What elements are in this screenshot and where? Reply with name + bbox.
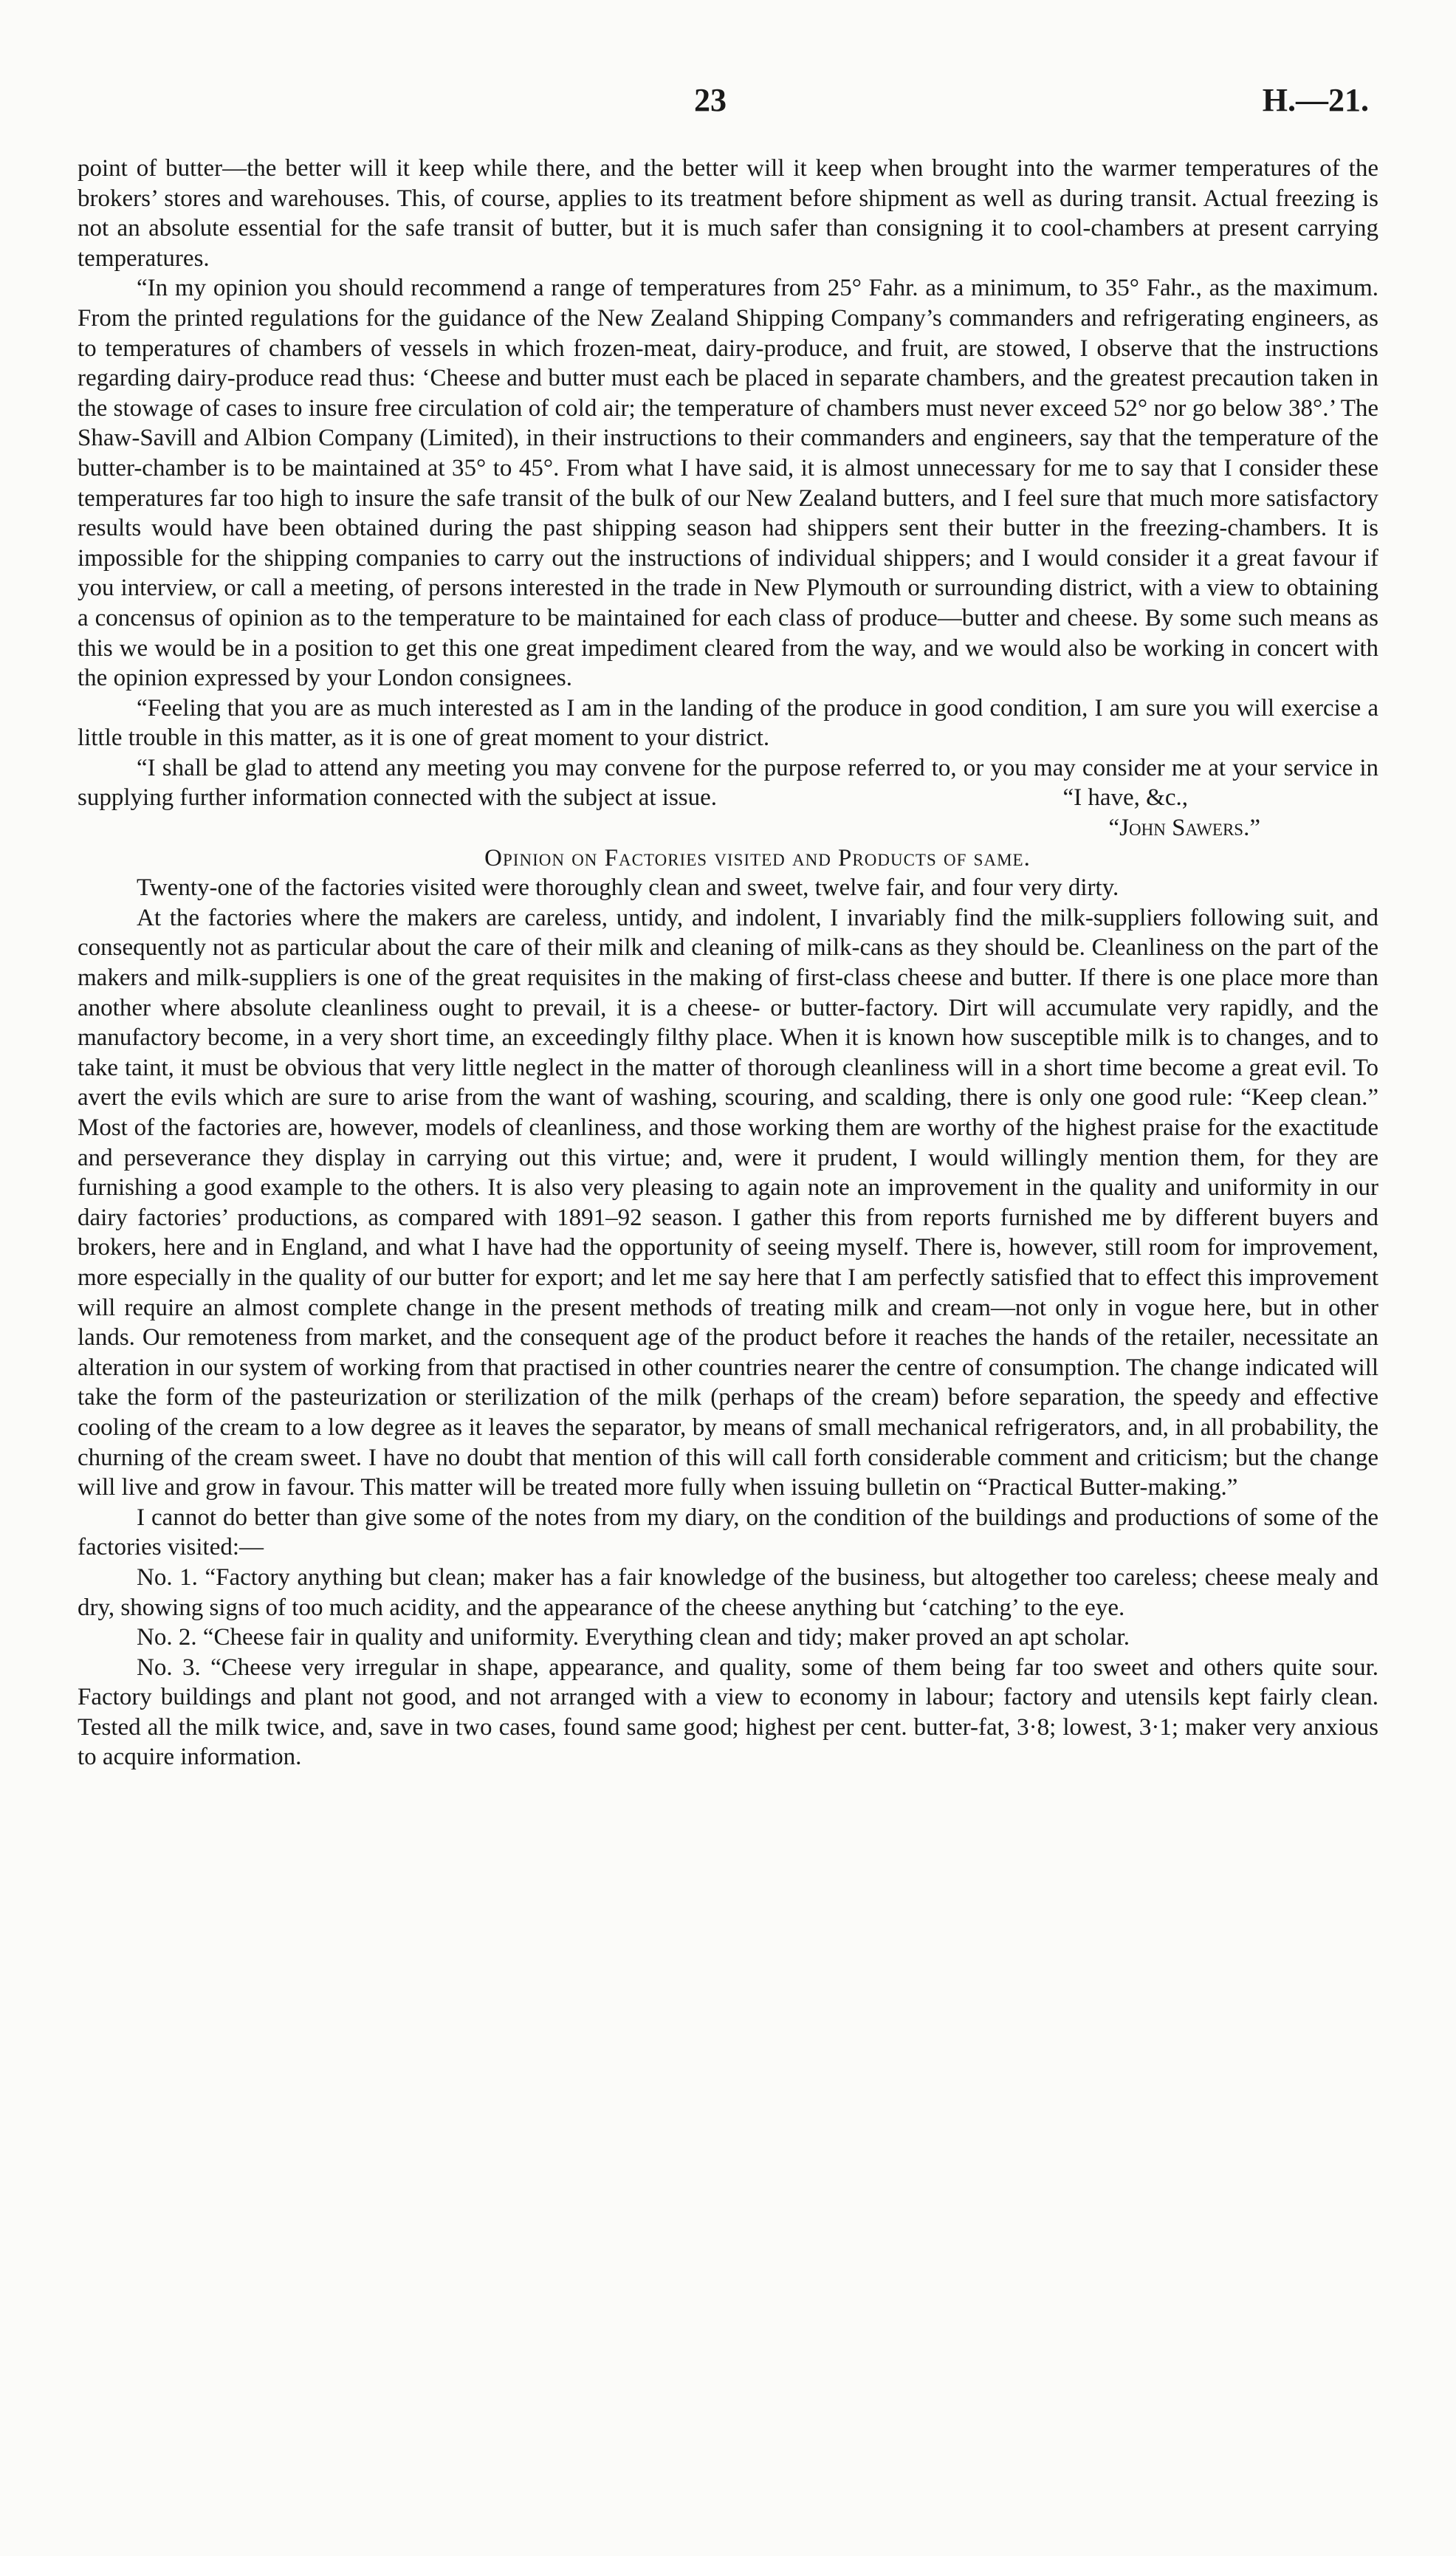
letter-sign-off: “I have, &c., <box>1062 784 1188 812</box>
letter-paragraph: “Feeling that you are as much interested as I am in the landing of the produce in good condition, I am sure you will exercise a little trouble in this matter, as it is one of great moment to your district. <box>78 694 1378 752</box>
paragraph: Twenty-one of the factories visited were thoroughly clean and sweet, twelve fair, and four very dirty. <box>137 874 1119 902</box>
diary-note: No. 1. “Factory anything but clean; maker has a fair knowledge of the business, but altogether too careless; cheese mealy and dry, showing signs of too much acidity, and the appearance of the cheese anything but ‘catching’ to the eye. <box>78 1563 1378 1621</box>
paragraph: At the factories where the makers are careless, untidy, and indolent, I invariably find the milk-suppliers following suit, and consequently not as particular about the care of their milk and cleaning of milk-cans as they should be. Cleanliness on the part of the makers and milk-suppliers is one of the great requisites in the making of first-class cheese and butter. If there is one place more than another where absolute cleanliness ought to prevail, it is a cheese- or butter-factory. Dirt will accumulate very rapidly, and the manufactory become, in a very short time, an exceedingly filthy place. When it is known how susceptible milk is to changes, and to take taint, it must be obvious that very little neglect in the matter of thorough cleanliness will in a short time become a great evil. To avert the evils which are sure to arise from the want of washing, scouring, and scalding, there is only one good rule: “Keep clean.” Most of the factories are, however, models of cleanliness, and those working them are worthy of the highest praise for the exactitude and perseverance they display in carrying out this virtue; and, were it prudent, I would willingly mention them, for they are furnishing a good example to the others. It is also very pleasing to again note an improvement in the quality and uniformity in our dairy factories’ productions, as compared with 1891–92 season. I gather this from reports furnished me by different buyers and brokers, here and in England, and what I have had the opportunity of seeing myself. There is, however, still room for improvement, more especially in the quality of our butter for export; and let me say here that I am perfectly satisfied that to effect this improvement will require an almost complete change in the present methods of treating milk and cream—not only in vogue here, but in other lands. Our remoteness from market, and the consequent age of the product before it reaches the hands of the retailer, necessitate an alteration in our system of working from that practised in other countries nearer the centre of consumption. The change indicated will take the form of the pasteurization or sterilization of the milk (perhaps of the cream) before separation, the speedy and effective cooling of the cream to a low degree as it leaves the separator, by means of small mechanical refrigerators, and, in all probability, the churning of the cream sweet. I have no doubt that mention of this will call forth considerable comment and criticism; but the change will live and grow in favour. This matter will be treated more fully when issuing bulletin on “Practical Butter-making.” <box>78 904 1378 1501</box>
letter-signature: “John Sawers.” <box>1108 815 1260 842</box>
paragraph: I cannot do better than give some of the notes from my diary, on the condition of the buildings and productions of some of the factories visited:— <box>78 1504 1378 1561</box>
diary-note: No. 2. “Cheese fair in quality and uniformity. Everything clean and tidy; maker proved an apt scholar. <box>137 1624 1130 1651</box>
document-body <box>78 154 1378 1772</box>
document-reference: H.—21. <box>1262 82 1369 118</box>
letter-paragraph: “In my opinion you should recommend a range of temperatures from 25° Fahr. as a minimum, to 35° Fahr., as the maximum. From the printed regulations for the guidance of the New Zealand Shipping Company’s commanders and refrigerating engineers, as to temperatures of chambers of vessels in which frozen-meat, dairy-produce, and fruit, are stowed, I observe that the instructions regarding dairy-produce read thus: ‘Cheese and butter must each be placed in separate chambers, and the greatest precaution taken in the stowage of cases to insure free circulation of cold air; the temperature of chambers must never exceed 52° nor go below 38°.’ The Shaw-Savill and Albion Company (Limited), in their instructions to their commanders and engineers, say that the temperature of the butter-chamber is to be maintained at 35° to 45°. From what I have said, it is almost unnecessary for me to say that I consider these temperatures far too high to insure the safe transit of the bulk of our New Zealand butters, and I feel sure that much more satisfactory results would have been obtained during the past shipping season had shippers sent their butter in the freezing-chambers. It is impossible for the shipping companies to carry out the instructions of individual shippers; and I would consider it a great favour if you interview, or call a meeting, of persons interested in the trade in New Plymouth or surrounding district, with a view to obtaining a concensus of opinion as to the temperature to be maintained for each class of produce—butter and cheese. By some such means as this we would be in a position to get this one great impediment cleared from the way, and we would also be working in concert with the opinion expressed by your London consignees. <box>78 275 1378 692</box>
section-heading: Opinion on Factories visited and Products of same. <box>484 844 1031 871</box>
page-number: 23 <box>694 82 727 118</box>
diary-note: No. 3. “Cheese very irregular in shape, appearance, and quality, some of them being far too sweet and others quite sour. Factory buildings and plant not good, and not arranged with a view to economy in labour; factory and utensils kept fairly clean. Tested all the milk twice, and, save in two cases, found same good; highest per cent. butter-fat, 3·8; lowest, 3·1; maker very anxious to acquire information. <box>78 1654 1378 1771</box>
letter-paragraph: “I shall be glad to attend any meeting you may convene for the purpose referred to, or you may consider me at your service in supplying further information connected with the subject at issue. <box>78 754 1378 812</box>
paragraph-continuation: point of butter—the better will it keep while there, and the better will it keep when brought into the warmer temperatures of the brokers’ stores and warehouses. This, of course, applies to its treatment before shipment as well as during transit. Actual freezing is not an absolute essential for the safe transit of butter, but it is much safer than consigning it to cool-chambers at present carrying temperatures. <box>78 155 1378 272</box>
